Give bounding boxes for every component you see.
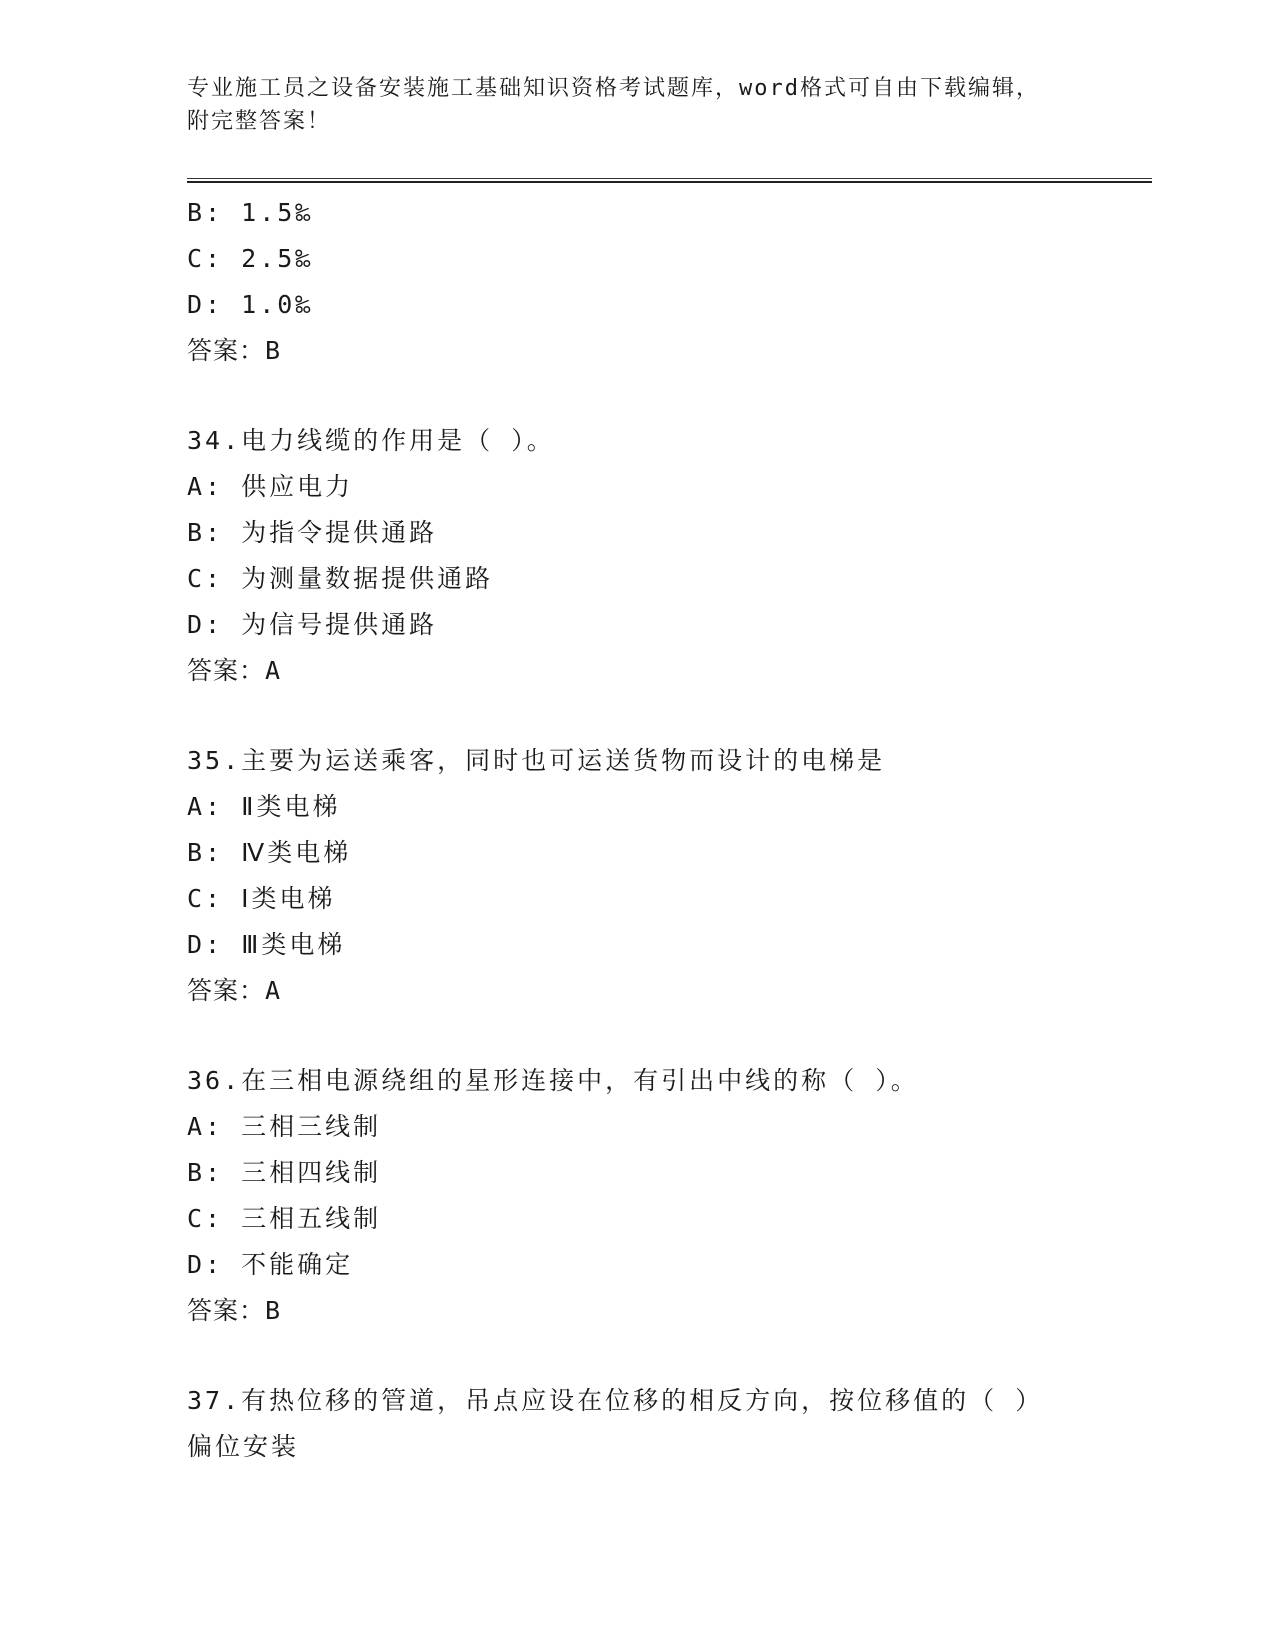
option-d: D: 为信号提供通路 — [187, 610, 438, 639]
option-a: A: Ⅱ类电梯 — [187, 792, 341, 821]
question-36 — [187, 1058, 1147, 1334]
header-title-line2: 附完整答案！ — [187, 109, 332, 134]
question-fragment — [187, 190, 1147, 374]
document-header — [187, 72, 1087, 138]
question-stem: 37.有热位移的管道，吊点应设在位移的相反方向，按位移值的（ ） — [187, 1386, 1044, 1415]
option-c: C: 为测量数据提供通路 — [187, 564, 494, 593]
answer-line: 答案：A — [187, 976, 282, 1005]
option-d: D: 1.0‰ — [187, 290, 314, 319]
question-37 — [187, 1378, 1147, 1470]
option-d: D: Ⅲ类电梯 — [187, 930, 346, 959]
option-b: B: 为指令提供通路 — [187, 518, 438, 547]
question-list — [187, 190, 1147, 1470]
option-b: B: 三相四线制 — [187, 1158, 382, 1187]
answer-line: 答案：B — [187, 1296, 282, 1325]
option-c: C: 2.5‰ — [187, 244, 314, 273]
option-d: D: 不能确定 — [187, 1250, 354, 1279]
question-35 — [187, 738, 1147, 1014]
header-divider-thick — [187, 181, 1152, 183]
answer-line: 答案：B — [187, 336, 282, 365]
question-stem: 35.主要为运送乘客，同时也可运送货物而设计的电梯是 — [187, 746, 886, 775]
option-a: A: 供应电力 — [187, 472, 354, 501]
header-divider-thin — [187, 178, 1152, 179]
option-b: B: 1.5‰ — [187, 198, 314, 227]
option-a: A: 三相三线制 — [187, 1112, 382, 1141]
question-34 — [187, 418, 1147, 694]
option-c: C: 三相五线制 — [187, 1204, 382, 1233]
question-stem: 36.在三相电源绕组的星形连接中，有引出中线的称（ ）。 — [187, 1066, 919, 1095]
option-b: B: Ⅳ类电梯 — [187, 838, 352, 867]
answer-line: 答案：A — [187, 656, 282, 685]
header-title-line1: 专业施工员之设备安装施工基础知识资格考试题库，word格式可自由下载编辑， — [187, 76, 1040, 101]
question-stem: 34.电力线缆的作用是（ ）。 — [187, 426, 555, 455]
option-c: C: Ⅰ类电梯 — [187, 884, 336, 913]
question-stem-continuation: 偏位安装 — [187, 1432, 300, 1461]
